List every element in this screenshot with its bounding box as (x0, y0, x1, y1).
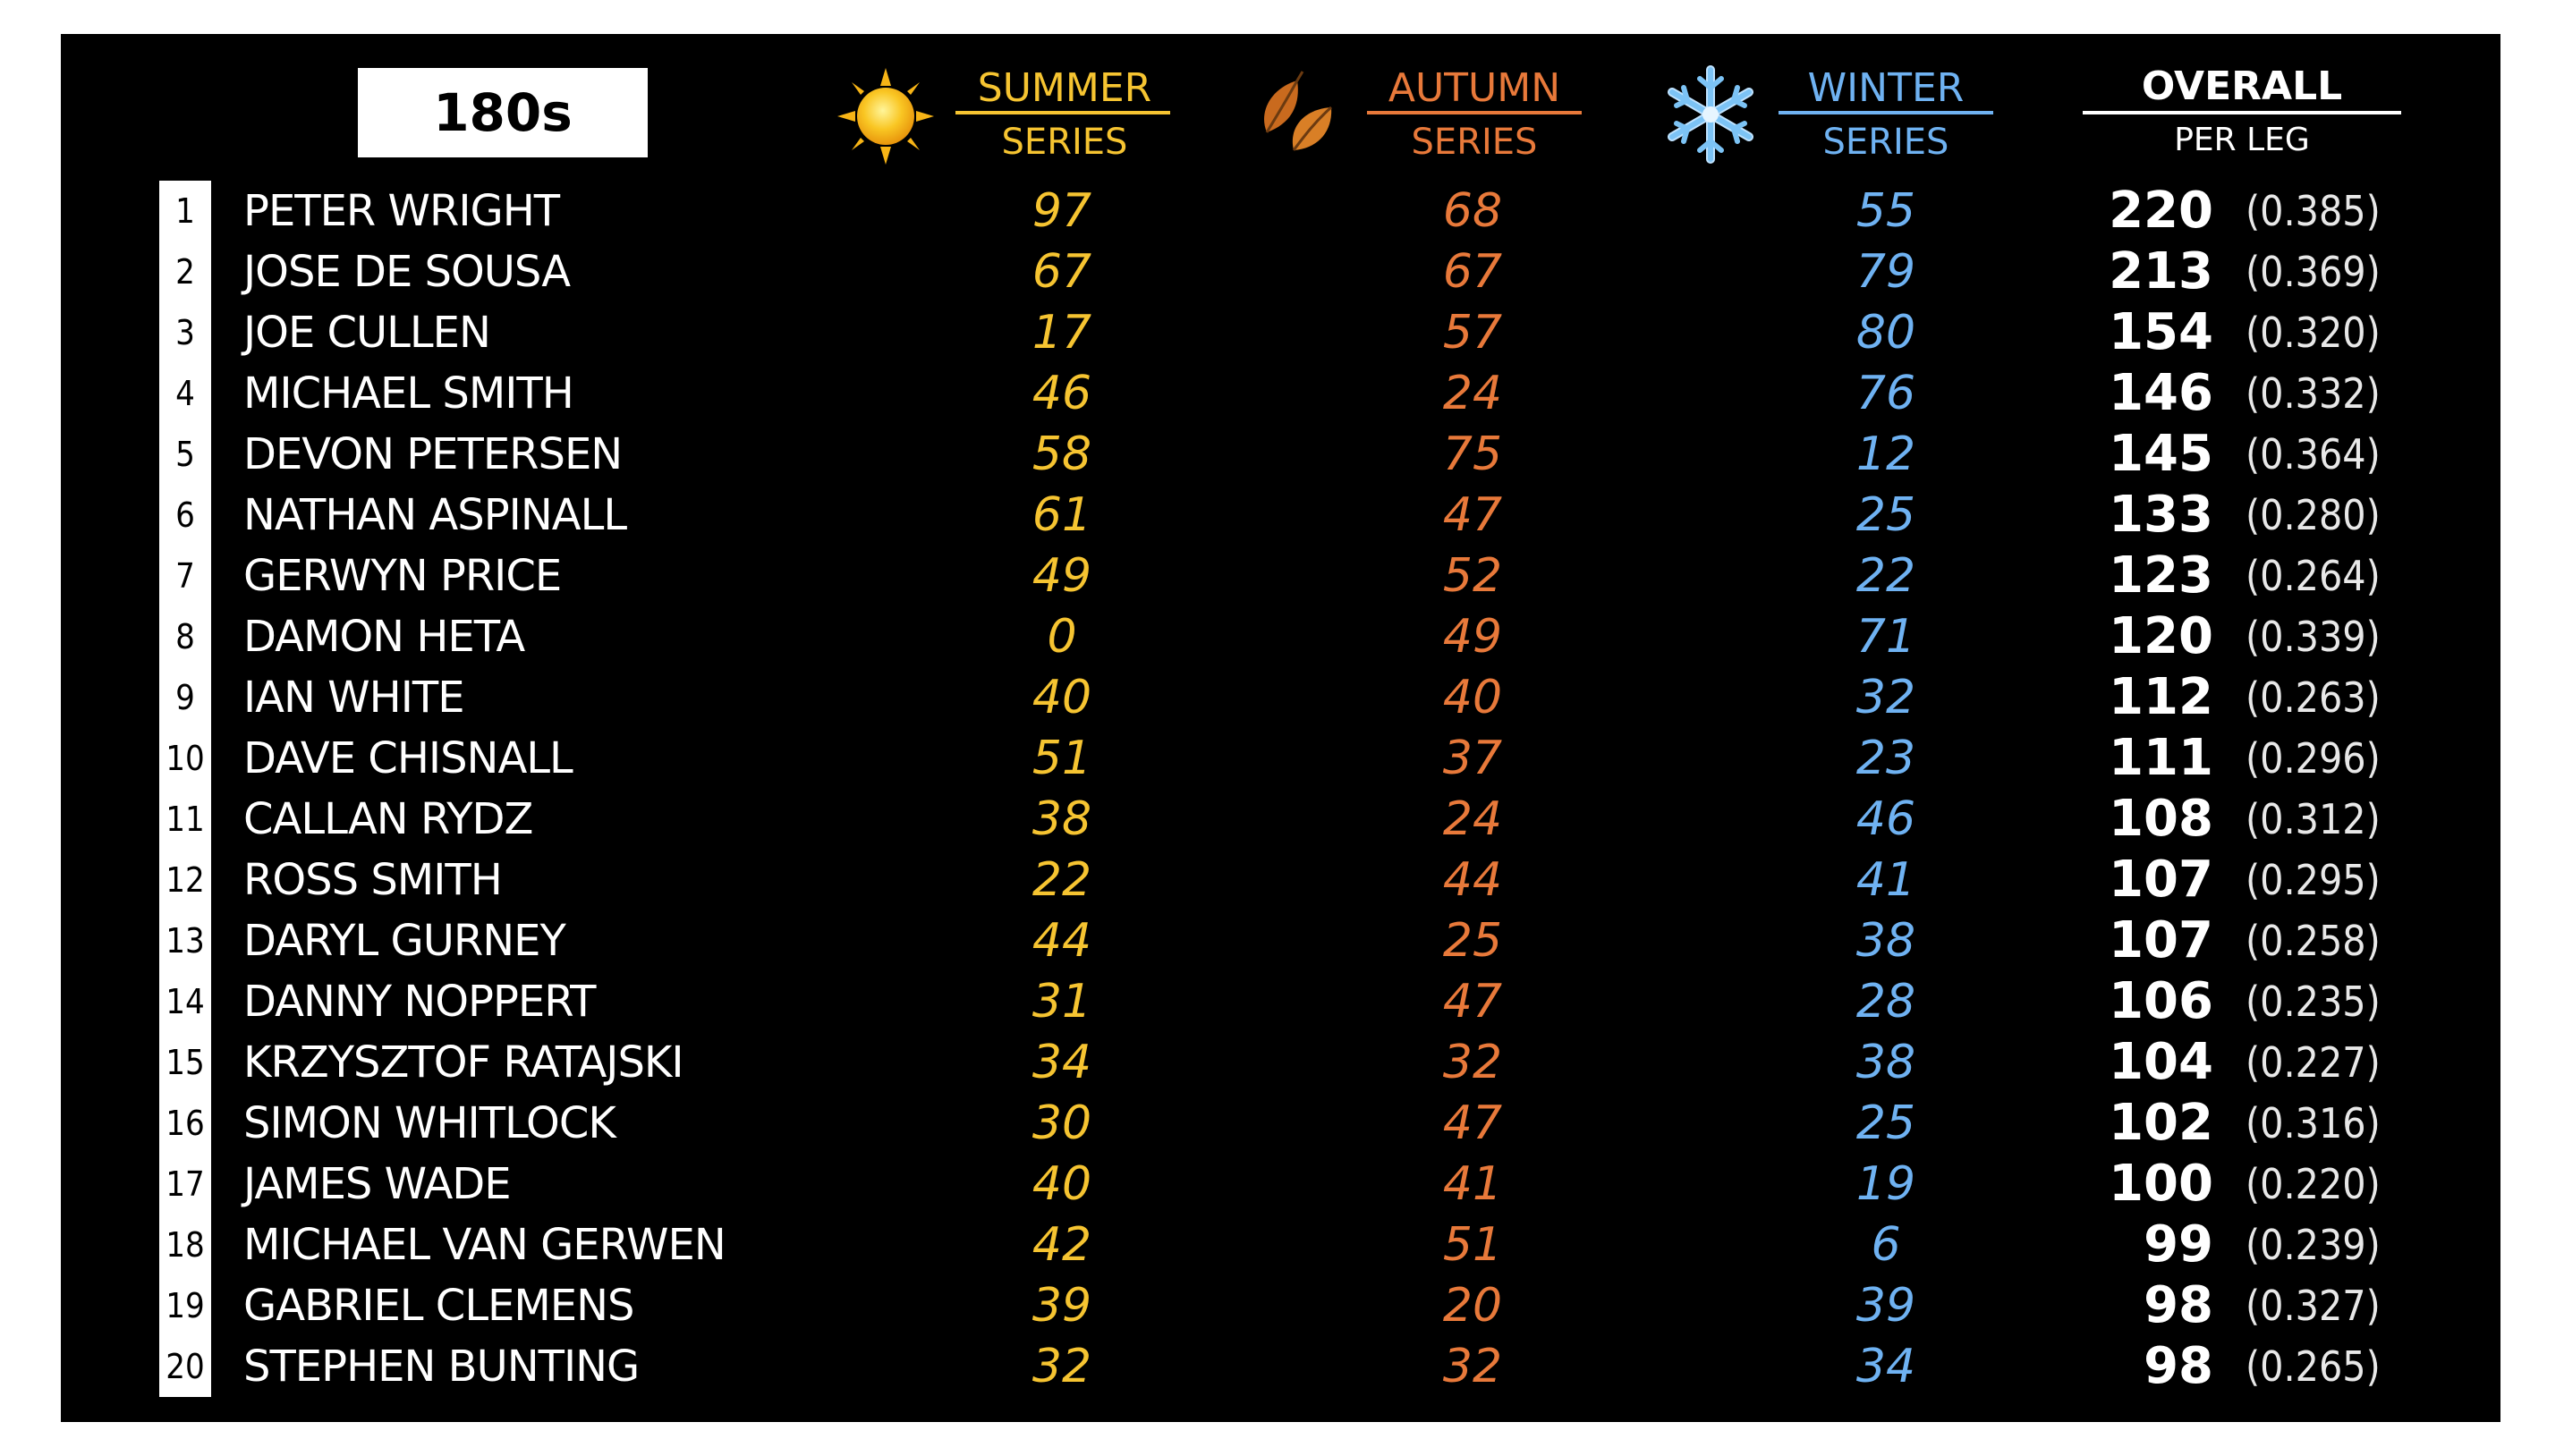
overall-header-label: OVERALL (2141, 63, 2343, 109)
per-leg-value: (0.316) (2246, 1099, 2381, 1147)
table-row (0, 1275, 2564, 1336)
table-row (0, 241, 2564, 302)
summer-value: 42 (1032, 1218, 1092, 1272)
overall-total: 213 (2109, 242, 2213, 301)
per-leg-value: (0.264) (2246, 552, 2381, 600)
per-leg-value: (0.235) (2246, 978, 2381, 1026)
snowflake-icon (1660, 64, 1761, 165)
per-leg-value: (0.339) (2246, 613, 2381, 661)
per-leg-value: (0.265) (2246, 1342, 2381, 1391)
table-row (0, 181, 2564, 241)
summer-header-label: SUMMER (977, 65, 1152, 111)
per-leg-value: (0.227) (2246, 1038, 2381, 1087)
table-row (0, 606, 2564, 667)
player-name: SIMON WHITLOCK (243, 1098, 616, 1148)
autumn-value: 25 (1442, 914, 1503, 968)
summer-value: 40 (1032, 1157, 1092, 1211)
player-name: CALLAN RYDZ (243, 794, 533, 844)
player-name: GERWYN PRICE (243, 551, 562, 601)
autumn-value: 32 (1442, 1036, 1503, 1089)
table-row (0, 546, 2564, 606)
player-name: DAMON HETA (243, 612, 525, 662)
autumn-value: 68 (1442, 184, 1503, 238)
overall-total: 99 (2144, 1215, 2213, 1274)
winter-value: 25 (1855, 1096, 1916, 1150)
player-name: NATHAN ASPINALL (243, 490, 627, 540)
rank-cell: 17 (159, 1154, 211, 1215)
winter-value: 23 (1855, 732, 1916, 785)
rank-cell: 16 (159, 1093, 211, 1154)
autumn-value: 47 (1442, 488, 1503, 542)
table-row (0, 850, 2564, 910)
player-name: DAVE CHISNALL (243, 733, 573, 783)
overall-total: 111 (2109, 729, 2213, 787)
table-row (0, 1215, 2564, 1275)
summer-value: 67 (1032, 245, 1092, 299)
player-name: MICHAEL SMITH (243, 368, 573, 419)
per-leg-label: PER LEG (2174, 122, 2310, 158)
overall-total: 154 (2109, 303, 2213, 361)
winter-value: 71 (1855, 610, 1916, 664)
summer-value: 44 (1032, 914, 1092, 968)
table-row (0, 667, 2564, 728)
rank-cell: 1 (159, 181, 211, 241)
player-name: DEVON PETERSEN (243, 429, 623, 479)
winter-value: 55 (1855, 184, 1916, 238)
player-name: IAN WHITE (243, 673, 464, 723)
overall-total: 98 (2144, 1276, 2213, 1334)
autumn-value: 37 (1442, 732, 1503, 785)
rank-cell: 12 (159, 850, 211, 910)
winter-value: 79 (1855, 245, 1916, 299)
autumn-value: 41 (1442, 1157, 1503, 1211)
player-name: KRZYSZTOF RATAJSKI (243, 1037, 683, 1088)
autumn-value: 49 (1442, 610, 1503, 664)
summer-value: 22 (1032, 853, 1092, 907)
summer-value: 51 (1032, 732, 1092, 785)
rank-cell: 20 (159, 1336, 211, 1397)
winter-value: 6 (1871, 1218, 1901, 1272)
summer-value: 40 (1032, 671, 1092, 724)
overall-total: 123 (2109, 546, 2213, 605)
player-name: JOSE DE SOUSA (243, 247, 571, 297)
player-name: GABRIEL CLEMENS (243, 1281, 634, 1331)
table-row (0, 485, 2564, 546)
summer-value: 0 (1047, 610, 1077, 664)
table-row (0, 363, 2564, 424)
summer-value: 61 (1032, 488, 1092, 542)
rank-cell: 2 (159, 241, 211, 302)
table-row (0, 910, 2564, 971)
autumn-value: 75 (1442, 427, 1503, 481)
sun-icon (836, 66, 936, 166)
per-leg-value: (0.263) (2246, 673, 2381, 722)
overall-total: 133 (2109, 486, 2213, 544)
overall-total: 146 (2109, 364, 2213, 422)
summer-value: 38 (1032, 792, 1092, 846)
autumn-value: 57 (1442, 306, 1503, 360)
player-name: STEPHEN BUNTING (243, 1342, 640, 1392)
table-row (0, 1093, 2564, 1154)
summer-value: 17 (1032, 306, 1092, 360)
overall-total: 220 (2109, 182, 2213, 240)
overall-total: 102 (2109, 1094, 2213, 1152)
summer-value: 34 (1032, 1036, 1092, 1089)
autumn-value: 20 (1442, 1279, 1503, 1333)
rank-cell: 3 (159, 302, 211, 363)
winter-value: 80 (1855, 306, 1916, 360)
autumn-value: 44 (1442, 853, 1503, 907)
per-leg-value: (0.312) (2246, 795, 2381, 843)
summer-value: 31 (1032, 975, 1092, 1029)
winter-value: 28 (1855, 975, 1916, 1029)
rank-cell: 10 (159, 728, 211, 789)
overall-total: 112 (2109, 668, 2213, 726)
overall-total: 120 (2109, 607, 2213, 665)
rank-cell: 11 (159, 789, 211, 850)
winter-value: 38 (1855, 914, 1916, 968)
table-row (0, 424, 2564, 485)
summer-header-underline (955, 111, 1170, 114)
autumn-series-label: SERIES (1411, 122, 1538, 163)
player-name: JAMES WADE (243, 1159, 511, 1209)
winter-series-label: SERIES (1822, 122, 1949, 163)
overall-total: 98 (2144, 1337, 2213, 1395)
per-leg-value: (0.258) (2246, 917, 2381, 965)
per-leg-value: (0.296) (2246, 734, 2381, 783)
player-name: JOE CULLEN (243, 308, 490, 358)
rank-cell: 15 (159, 1032, 211, 1093)
overall-total: 100 (2109, 1155, 2213, 1213)
per-leg-value: (0.364) (2246, 430, 2381, 478)
per-leg-value: (0.332) (2246, 369, 2381, 418)
table-row (0, 1336, 2564, 1397)
player-name: ROSS SMITH (243, 855, 502, 905)
winter-value: 46 (1855, 792, 1916, 846)
per-leg-value: (0.320) (2246, 309, 2381, 357)
table-row (0, 728, 2564, 789)
table-row (0, 1032, 2564, 1093)
table-row (0, 302, 2564, 363)
winter-value: 22 (1855, 549, 1916, 603)
autumn-header-label: AUTUMN (1388, 65, 1561, 111)
overall-total: 145 (2109, 425, 2213, 483)
autumn-value: 67 (1442, 245, 1503, 299)
autumn-value: 52 (1442, 549, 1503, 603)
table-title: 180s (358, 68, 648, 157)
autumn-value: 51 (1442, 1218, 1503, 1272)
winter-value: 25 (1855, 488, 1916, 542)
table-row (0, 1154, 2564, 1215)
overall-total: 106 (2109, 972, 2213, 1030)
autumn-value: 47 (1442, 1096, 1503, 1150)
table-row (0, 789, 2564, 850)
summer-series-label: SERIES (1001, 122, 1128, 163)
summer-value: 97 (1032, 184, 1092, 238)
per-leg-value: (0.369) (2246, 248, 2381, 296)
winter-header-underline (1779, 111, 1993, 114)
per-leg-value: (0.220) (2246, 1160, 2381, 1208)
winter-value: 34 (1855, 1340, 1916, 1393)
autumn-leaves-icon (1249, 68, 1347, 166)
winter-value: 41 (1855, 853, 1916, 907)
rank-cell: 8 (159, 606, 211, 667)
rank-cell: 9 (159, 667, 211, 728)
summer-value: 49 (1032, 549, 1092, 603)
winter-value: 76 (1855, 367, 1916, 420)
winter-value: 32 (1855, 671, 1916, 724)
summer-value: 58 (1032, 427, 1092, 481)
rank-cell: 7 (159, 546, 211, 606)
winter-value: 39 (1855, 1279, 1916, 1333)
per-leg-value: (0.239) (2246, 1221, 2381, 1269)
rank-cell: 18 (159, 1215, 211, 1275)
winter-value: 38 (1855, 1036, 1916, 1089)
rank-cell: 6 (159, 485, 211, 546)
player-name: MICHAEL VAN GERWEN (243, 1220, 726, 1270)
player-name: DARYL GURNEY (243, 916, 565, 966)
summer-value: 39 (1032, 1279, 1092, 1333)
overall-header-underline (2083, 111, 2401, 114)
autumn-value: 40 (1442, 671, 1503, 724)
summer-value: 32 (1032, 1340, 1092, 1393)
per-leg-value: (0.280) (2246, 491, 2381, 539)
autumn-value: 24 (1442, 367, 1503, 420)
summer-value: 46 (1032, 367, 1092, 420)
overall-total: 107 (2109, 851, 2213, 909)
autumn-value: 24 (1442, 792, 1503, 846)
rank-cell: 5 (159, 424, 211, 485)
per-leg-value: (0.327) (2246, 1282, 2381, 1330)
autumn-header-underline (1367, 111, 1582, 114)
rank-cell: 4 (159, 363, 211, 424)
overall-total: 104 (2109, 1033, 2213, 1091)
winter-value: 12 (1855, 427, 1916, 481)
winter-header-label: WINTER (1807, 65, 1965, 111)
autumn-value: 47 (1442, 975, 1503, 1029)
table-row (0, 971, 2564, 1032)
overall-total: 107 (2109, 911, 2213, 969)
player-name: PETER WRIGHT (243, 186, 560, 236)
autumn-value: 32 (1442, 1340, 1503, 1393)
rank-cell: 19 (159, 1275, 211, 1336)
per-leg-value: (0.295) (2246, 856, 2381, 904)
player-name: DANNY NOPPERT (243, 977, 596, 1027)
per-leg-value: (0.385) (2246, 187, 2381, 235)
rank-cell: 14 (159, 971, 211, 1032)
winter-value: 19 (1855, 1157, 1916, 1211)
rank-cell: 13 (159, 910, 211, 971)
overall-total: 108 (2109, 790, 2213, 848)
summer-value: 30 (1032, 1096, 1092, 1150)
